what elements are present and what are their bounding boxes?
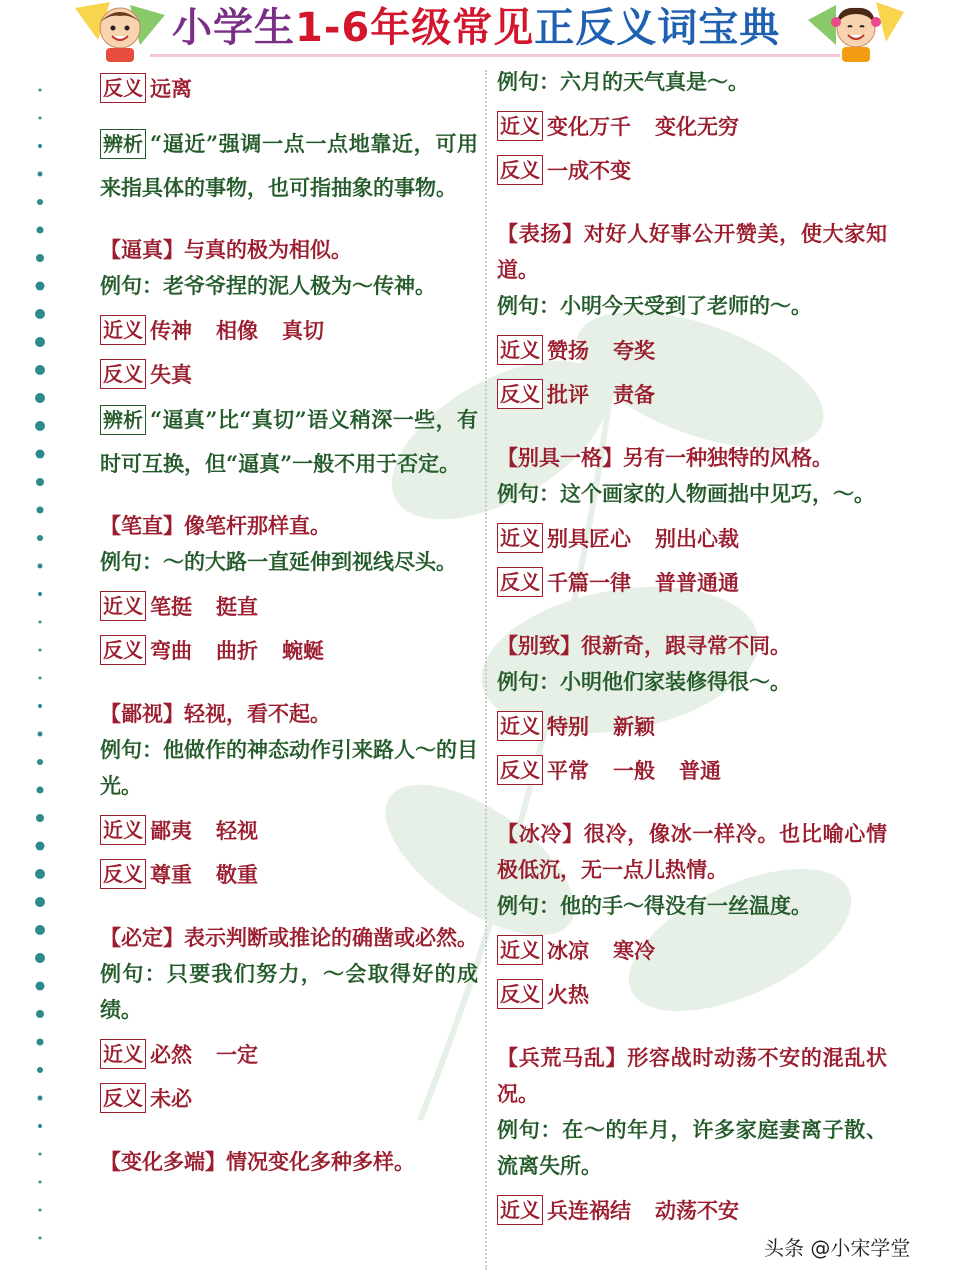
entry-heading: 【别致】很新奇，跟寻常不同。 xyxy=(497,633,791,658)
synonym-tag: 近义 xyxy=(497,935,543,965)
antonym-word: 敬重 xyxy=(216,862,258,887)
synonym-word: 寒冷 xyxy=(613,938,655,963)
synonym-word: 挺直 xyxy=(216,594,258,619)
synonym-row xyxy=(497,520,887,556)
antonym-row xyxy=(497,564,887,600)
analysis-tag: 辨析 xyxy=(100,129,146,159)
synonym-tag: 近义 xyxy=(497,335,543,365)
title-part-3: 年级常见 xyxy=(370,5,535,51)
antonym-words xyxy=(150,73,216,103)
analysis-text xyxy=(100,122,478,210)
entry-heading: 【必定】表示判断或推论的确凿或必然。 xyxy=(100,925,478,950)
synonym-words xyxy=(547,111,763,141)
antonym-words xyxy=(150,859,282,889)
antonym-word: 弯曲 xyxy=(150,638,192,663)
antonym-word: 批评 xyxy=(547,382,589,407)
synonym-row xyxy=(100,588,478,624)
antonym-word: 火热 xyxy=(547,982,589,1007)
antonym-words xyxy=(547,567,763,597)
synonym-word: 赞扬 xyxy=(547,338,589,363)
synonym-words xyxy=(547,1195,763,1225)
antonym-words xyxy=(150,635,348,665)
synonym-tag: 近义 xyxy=(497,1195,543,1225)
entry-heading: 【逼真】与真的极为相似。 xyxy=(100,237,352,262)
antonym-row xyxy=(100,856,478,892)
synonym-row xyxy=(497,708,887,744)
entry-example: 例句：他的手～得没有一丝温度。 xyxy=(497,893,812,918)
antonym-word: 一成不变 xyxy=(547,158,631,183)
synonym-words xyxy=(150,1039,282,1069)
antonym-row xyxy=(497,752,887,788)
antonym-tag: 反义 xyxy=(100,73,146,103)
synonym-tag: 近义 xyxy=(100,1039,146,1069)
synonym-word: 真切 xyxy=(282,318,324,343)
analysis-content: “逼真”比“真切”语义稍深一些，有时可互换，但“逼真”一般不用于否定。 xyxy=(100,407,478,476)
synonym-word: 笔挺 xyxy=(150,594,192,619)
synonym-word: 新颖 xyxy=(613,714,655,739)
synonym-row xyxy=(497,1192,887,1228)
synonym-tag: 近义 xyxy=(100,315,146,345)
antonym-tag: 反义 xyxy=(497,155,543,185)
antonym-word: 平常 xyxy=(547,758,589,783)
right-column xyxy=(497,64,887,1234)
title-part-2: 1-6 xyxy=(295,5,371,51)
entry-example: 例句：这个画家的人物画拙中见巧，～。 xyxy=(497,481,875,506)
source-watermark: 头条 @小宋学堂 xyxy=(764,1236,911,1260)
synonym-word: 传神 xyxy=(150,318,192,343)
synonym-row xyxy=(100,312,478,348)
antonym-words xyxy=(150,1083,216,1113)
antonym-word: 蜿蜒 xyxy=(282,638,324,663)
page-title xyxy=(172,2,812,54)
antonym-words xyxy=(547,755,745,785)
antonym-words xyxy=(150,359,216,389)
entry-example: 例句：他做作的神态动作引来路人～的目光。 xyxy=(100,737,478,798)
entry-example: 例句：～的大路一直延伸到视线尽头。 xyxy=(100,549,457,574)
synonym-words xyxy=(547,711,679,741)
antonym-word: 普通 xyxy=(679,758,721,783)
antonym-tag: 反义 xyxy=(100,1083,146,1113)
antonym-tag: 反义 xyxy=(497,379,543,409)
antonym-tag: 反义 xyxy=(497,979,543,1009)
synonym-row xyxy=(100,812,478,848)
synonym-words xyxy=(150,315,348,345)
synonym-word: 特别 xyxy=(547,714,589,739)
synonym-row xyxy=(497,108,887,144)
page-header xyxy=(0,0,960,58)
synonym-word: 一定 xyxy=(216,1042,258,1067)
synonym-words xyxy=(547,523,763,553)
analysis-content: “逼近”强调一点一点地靠近，可用来指具体的事物，也可指抽象的事物。 xyxy=(100,131,478,200)
synonym-word: 必然 xyxy=(150,1042,192,1067)
synonym-word: 变化无穷 xyxy=(655,114,739,139)
synonym-word: 别具匠心 xyxy=(547,526,631,551)
title-part-1: 小学生 xyxy=(172,5,295,51)
left-column xyxy=(100,64,478,1180)
antonym-words xyxy=(547,979,613,1009)
antonym-words xyxy=(547,155,655,185)
antonym-word: 一般 xyxy=(613,758,655,783)
antonym-word: 普普通通 xyxy=(655,570,739,595)
antonym-row xyxy=(497,976,887,1012)
antonym-row xyxy=(497,376,887,412)
girl-cartoon-icon xyxy=(806,0,906,62)
antonym-tag: 反义 xyxy=(100,635,146,665)
synonym-word: 夸奖 xyxy=(613,338,655,363)
antonym-row xyxy=(100,70,478,106)
title-underline xyxy=(150,54,840,57)
entry-example: 例句：在～的年月，许多家庭妻离子散、流离失所。 xyxy=(497,1117,887,1178)
synonym-tag: 近义 xyxy=(100,815,146,845)
entry-heading: 【鄙视】轻视，看不起。 xyxy=(100,701,331,726)
column-divider xyxy=(485,70,487,1270)
antonym-word: 失真 xyxy=(150,362,192,387)
antonym-row xyxy=(497,152,887,188)
entry-heading: 【表扬】对好人好事公开赞美，使大家知道。 xyxy=(497,221,887,282)
entry-heading: 【兵荒马乱】形容战时动荡不安的混乱状况。 xyxy=(497,1045,887,1106)
antonym-tag: 反义 xyxy=(497,755,543,785)
synonym-words xyxy=(150,591,282,621)
entry-example: 例句：小明他们家装修得很～。 xyxy=(497,669,791,694)
analysis-text xyxy=(100,398,478,486)
synonym-tag: 近义 xyxy=(497,523,543,553)
synonym-word: 变化万千 xyxy=(547,114,631,139)
entry-example: 例句：老爷爷捏的泥人极为～传神。 xyxy=(100,273,436,298)
synonym-tag: 近义 xyxy=(100,591,146,621)
antonym-tag: 反义 xyxy=(100,859,146,889)
decorative-dot-border xyxy=(33,70,47,1270)
synonym-words xyxy=(150,815,282,845)
synonym-row xyxy=(497,332,887,368)
entry-heading: 【冰冷】很冷，像冰一样冷。也比喻心情极低沉，无一点儿热情。 xyxy=(497,821,887,882)
entry-heading: 【笔直】像笔杆那样直。 xyxy=(100,513,331,538)
entry-example: 例句：只要我们努力，～会取得好的成绩。 xyxy=(100,961,478,1022)
antonym-word: 千篇一律 xyxy=(547,570,631,595)
synonym-word: 动荡不安 xyxy=(655,1198,739,1223)
synonym-word: 冰凉 xyxy=(547,938,589,963)
antonym-word: 未必 xyxy=(150,1086,192,1111)
synonym-words xyxy=(547,935,679,965)
synonym-row xyxy=(497,932,887,968)
synonym-word: 别出心裁 xyxy=(655,526,739,551)
antonym-row xyxy=(100,356,478,392)
antonym-word: 曲折 xyxy=(216,638,258,663)
synonym-word: 兵连祸结 xyxy=(547,1198,631,1223)
analysis-tag: 辨析 xyxy=(100,405,146,435)
antonym-row xyxy=(100,632,478,668)
synonym-word: 鄙夷 xyxy=(150,818,192,843)
antonym-word: 责备 xyxy=(613,382,655,407)
synonym-words xyxy=(547,335,679,365)
antonym-tag: 反义 xyxy=(497,567,543,597)
antonym-row xyxy=(100,1080,478,1116)
entry-heading: 【变化多端】情况变化多种多样。 xyxy=(100,1149,415,1174)
entry-heading: 【别具一格】另有一种独特的风格。 xyxy=(497,445,833,470)
antonym-word: 远离 xyxy=(150,76,192,101)
entry-example: 例句：小明今天受到了老师的～。 xyxy=(497,293,812,318)
synonym-word: 相像 xyxy=(216,318,258,343)
antonym-word: 尊重 xyxy=(150,862,192,887)
title-part-4: 正反义词宝典 xyxy=(534,5,781,51)
boy-cartoon-icon xyxy=(70,0,170,62)
synonym-word: 轻视 xyxy=(216,818,258,843)
synonym-tag: 近义 xyxy=(497,111,543,141)
synonym-row xyxy=(100,1036,478,1072)
synonym-tag: 近义 xyxy=(497,711,543,741)
antonym-words xyxy=(547,379,679,409)
entry-example: 例句：六月的天气真是～。 xyxy=(497,69,749,94)
antonym-tag: 反义 xyxy=(100,359,146,389)
